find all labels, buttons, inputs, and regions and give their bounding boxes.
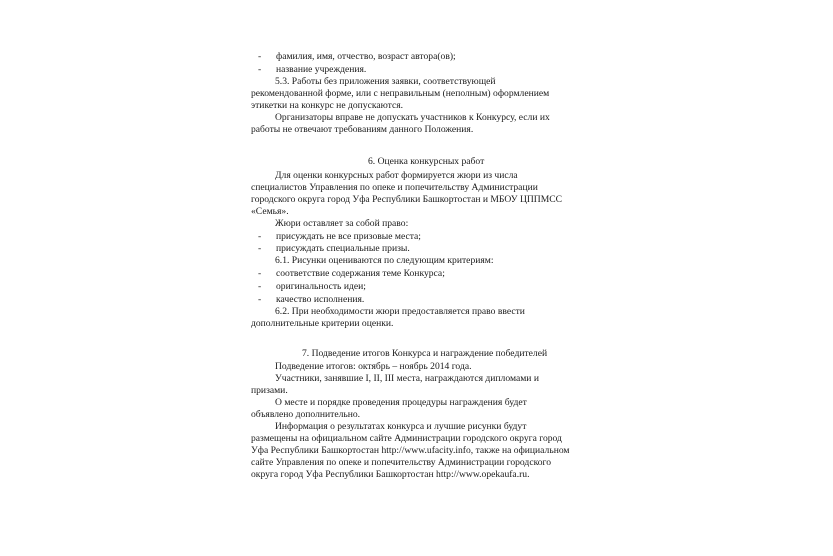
paragraph-6-2-line2: дополнительные критерии оценки. (251, 318, 394, 329)
jury-line1: Для оценки конкурсных работ формируется жюри из числа (275, 170, 518, 181)
venue-line1: О месте и порядке проведения процедуры награждения будет (275, 397, 527, 408)
bullet-dash: - (258, 281, 262, 292)
bullet-dash: - (258, 64, 262, 75)
info-line3: Уфа Республики Башкортостан http://www.ufacity.info, также на официальном (251, 445, 570, 456)
info-line2: размещены на официальном сайте Администрации городского округа город (251, 433, 562, 444)
jury-line3: городского округа город Уфа Республики Башкортостан и МБОУ ЦППМСС (251, 194, 563, 205)
criterion-2: оригинальность идеи; (276, 281, 366, 292)
section-7-heading: 7. Подведение итогов Конкурса и награждение победителей (302, 347, 548, 359)
results-date: Подведение итогов: октябрь – ноябрь 2014 года. (275, 361, 472, 372)
info-line1: Информация о результатах конкурса и лучшие рисунки будут (275, 421, 527, 432)
paragraph-6-2-line1: 6.2. При необходимости жюри предоставляется право ввести (275, 306, 525, 317)
info-line4: сайте Управления по опеке и попечительству Администрации городского (251, 457, 552, 468)
paragraph-5-3-line2: рекомендованной форме, или с неправильным (неполным) оформлением (251, 88, 550, 99)
bullet-dash: - (258, 294, 262, 305)
bullet-dash: - (258, 268, 262, 279)
winners-line2: призами. (251, 385, 288, 396)
bullet-author: фамилия, имя, отчество, возраст автора(ов); (276, 51, 456, 62)
info-line5: округа город Уфа Республики Башкортостан http://www.opekaufa.ru. (251, 469, 530, 480)
organizers-line1: Организаторы вправе не допускать участников к Конкурсу, если их (275, 112, 550, 123)
bullet-dash: - (258, 51, 262, 62)
criterion-3: качество исполнения. (276, 294, 365, 305)
venue-line2: объявлено дополнительно. (251, 409, 361, 420)
paragraph-5-3-line3: этикетки на конкурс не допускаются. (251, 100, 404, 111)
criterion-1: соответствие содержания теме Конкурса; (276, 268, 445, 279)
section-6-heading: 6. Оценка конкурсных работ (368, 155, 485, 167)
paragraph-6-1: 6.1. Рисунки оцениваются по следующим критериям: (275, 255, 494, 266)
bullet-dash: - (258, 231, 262, 242)
jury-right-1: присуждать не все призовые места; (276, 231, 421, 242)
jury-line4: «Семья». (251, 206, 289, 217)
paragraph-5-3-line1: 5.3. Работы без приложения заявки, соответствующей (275, 76, 496, 87)
winners-line1: Участники, занявшие I, II, III места, награждаются дипломами и (275, 373, 539, 384)
bullet-institution: название учреждения. (276, 64, 367, 75)
organizers-line2: работы не отвечают требованиям данного Положения. (251, 124, 474, 135)
jury-right-2: присуждать специальные призы. (276, 243, 410, 254)
jury-rights-intro: Жюри оставляет за собой право: (275, 218, 409, 229)
jury-line2: специалистов Управления по опеке и попечительству Администрации (251, 182, 538, 193)
bullet-dash: - (258, 243, 262, 254)
